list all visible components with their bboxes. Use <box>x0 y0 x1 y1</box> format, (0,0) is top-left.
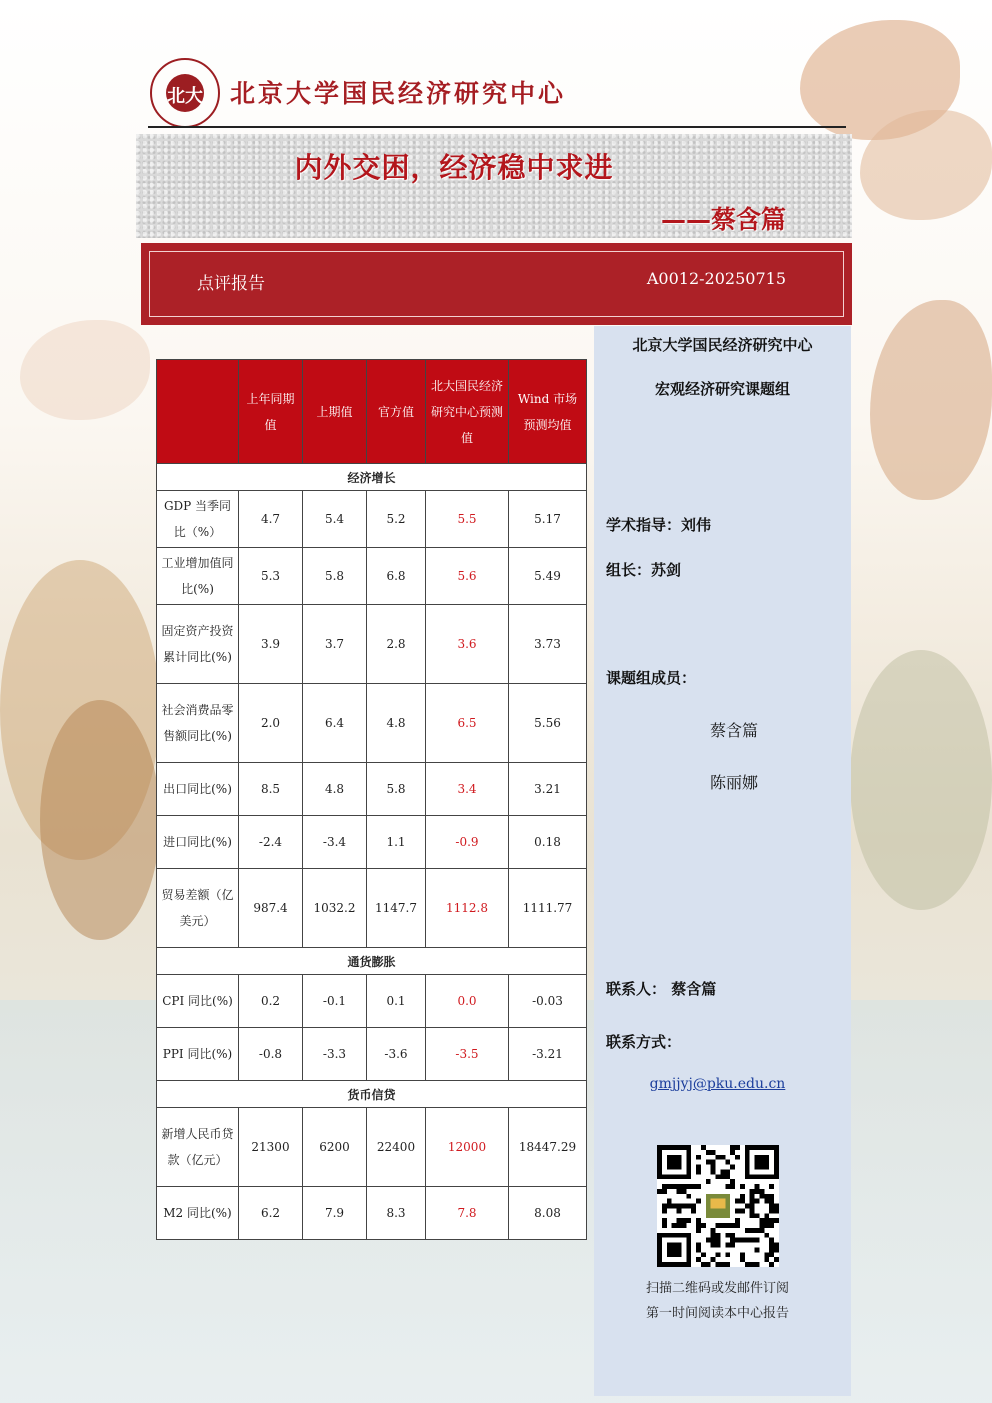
contact-method-label: 联系方式： <box>606 1033 682 1051</box>
table-row <box>157 548 587 605</box>
value-cell: 0.18 <box>509 816 587 869</box>
table-header-cell: 上期值 <box>303 360 367 464</box>
report-author: ——蔡含篇 <box>660 205 786 234</box>
value-cell: 5.17 <box>509 491 587 548</box>
value-cell: -0.03 <box>509 975 587 1028</box>
row-label: GDP 当季同比（%） <box>157 491 239 548</box>
forecast-value-cell: 1112.8 <box>426 869 509 948</box>
table-header-cell <box>157 360 239 464</box>
table-row <box>157 491 587 548</box>
table-row <box>157 1108 587 1187</box>
table-row <box>157 869 587 948</box>
forecast-value-cell: 0.0 <box>426 975 509 1028</box>
value-cell: 6.2 <box>239 1187 303 1240</box>
member-name: 蔡含篇 <box>709 721 758 740</box>
title-band <box>136 134 852 238</box>
subscribe-note-1: 扫描二维码或发邮件订阅 <box>645 1281 789 1296</box>
sidebar-group: 宏观经济研究课题组 <box>654 380 790 398</box>
value-cell: 1111.77 <box>509 869 587 948</box>
table-header-row <box>157 360 587 464</box>
value-cell: 0.2 <box>239 975 303 1028</box>
value-cell: 1.1 <box>367 816 426 869</box>
group-leader: 组长：苏剑 <box>606 561 682 579</box>
value-cell: -0.1 <box>303 975 367 1028</box>
forecast-value-cell: -0.9 <box>426 816 509 869</box>
sidebar-panel <box>594 326 851 1396</box>
value-cell: -2.4 <box>239 816 303 869</box>
value-cell: 4.8 <box>367 684 426 763</box>
forecast-value-cell: 6.5 <box>426 684 509 763</box>
pku-logo <box>150 58 222 130</box>
table-row <box>157 763 587 816</box>
value-cell: 987.4 <box>239 869 303 948</box>
value-cell: 3.21 <box>509 763 587 816</box>
value-cell: 8.08 <box>509 1187 587 1240</box>
value-cell: -3.6 <box>367 1028 426 1081</box>
row-label: 贸易差额（亿美元） <box>157 869 239 948</box>
subscribe-note-2: 第一时间阅读本中心报告 <box>645 1306 789 1321</box>
member-name: 陈丽娜 <box>709 773 758 792</box>
row-label: CPI 同比(%) <box>157 975 239 1028</box>
value-cell: 6200 <box>303 1108 367 1187</box>
forecast-value-cell: -3.5 <box>426 1028 509 1081</box>
table-row <box>157 605 587 684</box>
table-row <box>157 816 587 869</box>
header-divider <box>148 126 846 128</box>
value-cell: 5.56 <box>509 684 587 763</box>
value-cell: 2.0 <box>239 684 303 763</box>
forecast-value-cell: 12000 <box>426 1108 509 1187</box>
forecast-value-cell: 5.6 <box>426 548 509 605</box>
email-link[interactable]: gmjjyj@pku.edu.cn <box>649 1076 786 1092</box>
table-header-cell: Wind 市场预测均值 <box>509 360 587 464</box>
value-cell: 4.8 <box>303 763 367 816</box>
value-cell: 8.5 <box>239 763 303 816</box>
value-cell: -3.3 <box>303 1028 367 1081</box>
academic-advisor: 学术指导：刘伟 <box>606 516 712 534</box>
forecast-value-cell: 3.4 <box>426 763 509 816</box>
value-cell: 21300 <box>239 1108 303 1187</box>
report-title: 内外交困，经济稳中求进 <box>294 151 614 184</box>
value-cell: 6.8 <box>367 548 426 605</box>
table-section-row <box>157 464 587 491</box>
value-cell: 2.8 <box>367 605 426 684</box>
section-title: 经济增长 <box>157 464 587 491</box>
value-cell: 5.49 <box>509 548 587 605</box>
value-cell: -3.4 <box>303 816 367 869</box>
contact-person-text: 联系人： 蔡含篇 <box>606 980 717 998</box>
value-cell: 8.3 <box>367 1187 426 1240</box>
row-label: M2 同比(%) <box>157 1187 239 1240</box>
org-name: 北京大学国民经济研究中心 <box>230 79 567 108</box>
table-row <box>157 684 587 763</box>
table-row <box>157 1028 587 1081</box>
row-label: 社会消费品零售额同比(%) <box>157 684 239 763</box>
value-cell: 5.4 <box>303 491 367 548</box>
value-cell: 5.8 <box>367 763 426 816</box>
value-cell: -0.8 <box>239 1028 303 1081</box>
table-section-row <box>157 948 587 975</box>
report-code: A0012-20250715 <box>646 269 786 288</box>
value-cell: 0.1 <box>367 975 426 1028</box>
table-row <box>157 975 587 1028</box>
report-type: 点评报告 <box>197 274 265 294</box>
forecast-value-cell: 3.6 <box>426 605 509 684</box>
table-header-cell: 上年同期值 <box>239 360 303 464</box>
value-cell: -3.21 <box>509 1028 587 1081</box>
members-label: 课题组成员： <box>606 669 697 687</box>
value-cell: 3.73 <box>509 605 587 684</box>
contact-person <box>606 978 716 999</box>
value-cell: 1147.7 <box>367 869 426 948</box>
value-cell: 3.9 <box>239 605 303 684</box>
table-row <box>157 1187 587 1240</box>
value-cell: 5.3 <box>239 548 303 605</box>
section-title: 货币信贷 <box>157 1081 587 1108</box>
value-cell: 4.7 <box>239 491 303 548</box>
row-label: 工业增加值同比(%) <box>157 548 239 605</box>
table-header-cell: 北大国民经济研究中心预测值 <box>426 360 509 464</box>
logo-text: 北大 <box>167 86 203 107</box>
qr-code-icon <box>657 1145 779 1267</box>
forecast-value-cell: 7.8 <box>426 1187 509 1240</box>
row-label: 新增人民币贷款（亿元） <box>157 1108 239 1187</box>
forecast-table <box>156 359 587 1240</box>
value-cell: 1032.2 <box>303 869 367 948</box>
value-cell: 22400 <box>367 1108 426 1187</box>
sidebar-org: 北京大学国民经济研究中心 <box>632 336 813 354</box>
row-label: 进口同比(%) <box>157 816 239 869</box>
table-section-row <box>157 1081 587 1108</box>
row-label: 固定资产投资累计同比(%) <box>157 605 239 684</box>
value-cell: 7.9 <box>303 1187 367 1240</box>
row-label: PPI 同比(%) <box>157 1028 239 1081</box>
value-cell: 6.4 <box>303 684 367 763</box>
value-cell: 5.2 <box>367 491 426 548</box>
value-cell: 5.8 <box>303 548 367 605</box>
forecast-value-cell: 5.5 <box>426 491 509 548</box>
value-cell: 18447.29 <box>509 1108 587 1187</box>
table-header-cell: 官方值 <box>367 360 426 464</box>
report-info-bar <box>141 243 852 325</box>
row-label: 出口同比(%) <box>157 763 239 816</box>
section-title: 通货膨胀 <box>157 948 587 975</box>
value-cell: 3.7 <box>303 605 367 684</box>
